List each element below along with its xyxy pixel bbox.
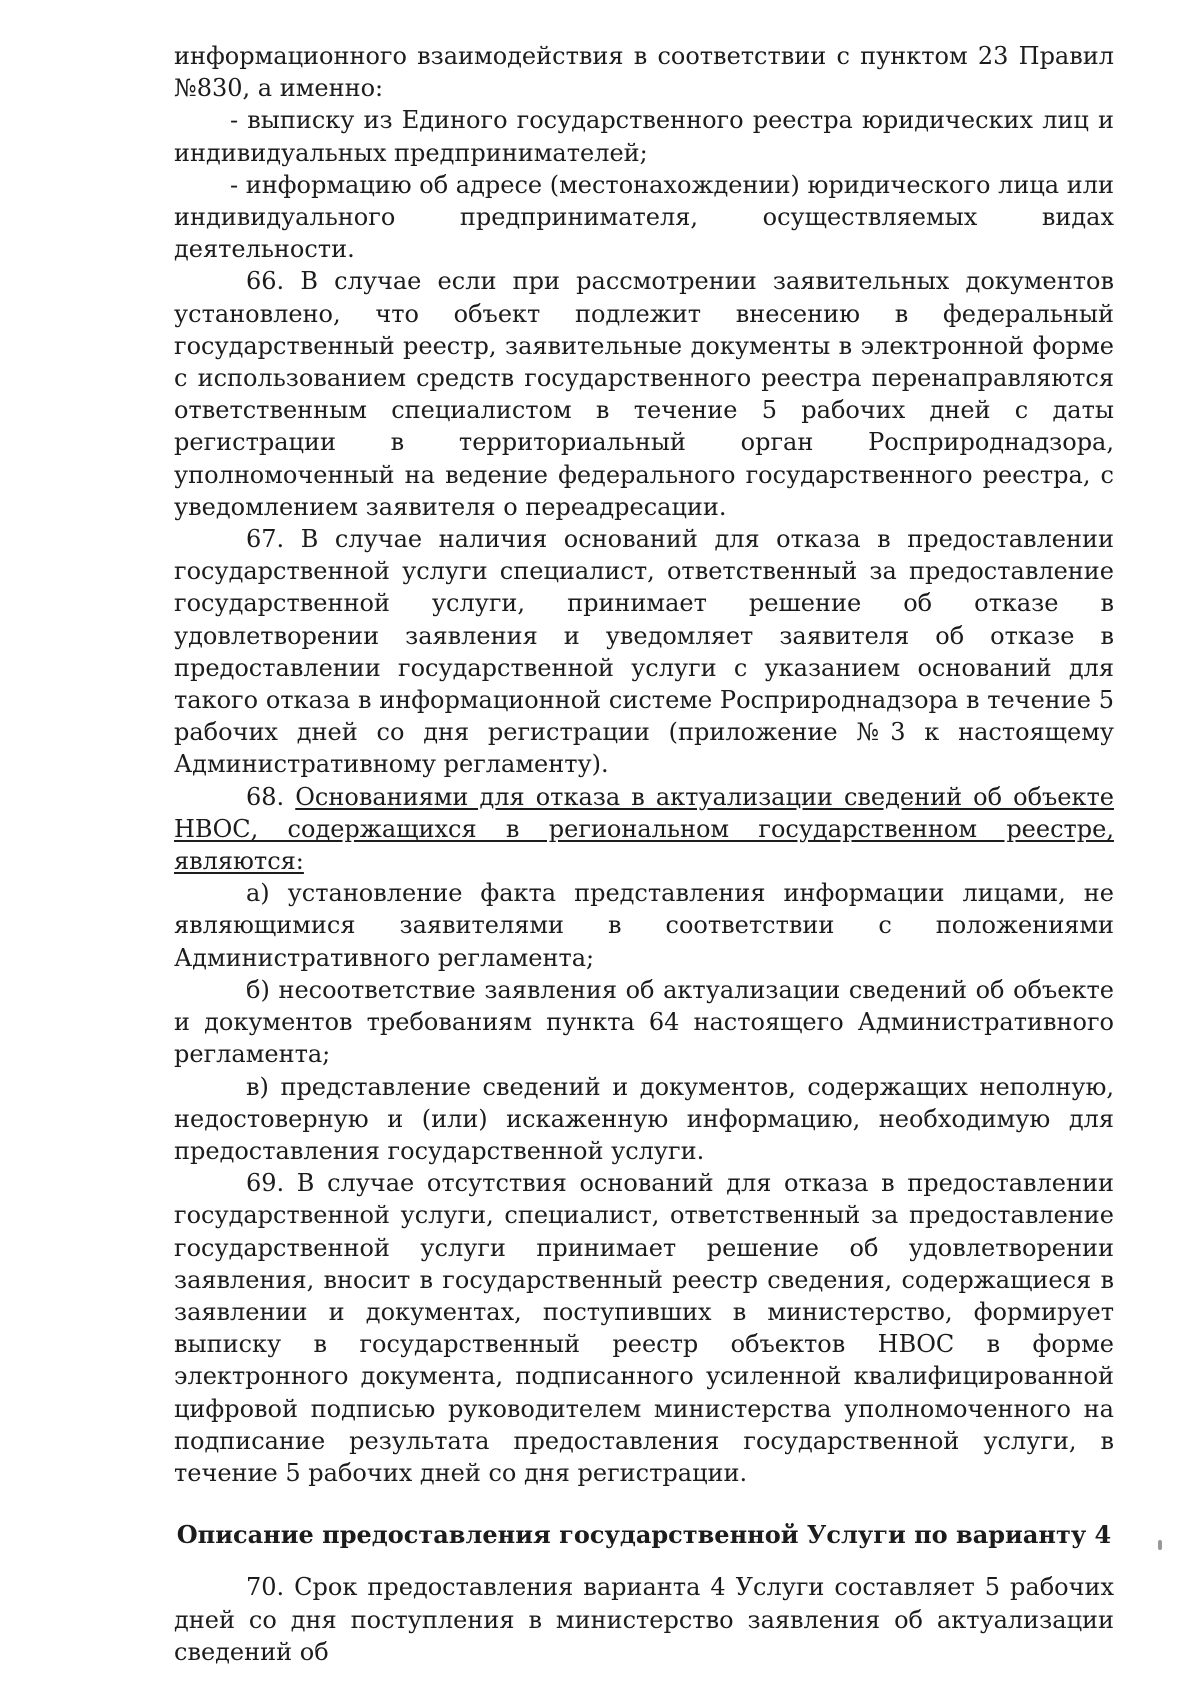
list-item-68a: а) установление факта представления информации лицами, не являющимися заявителями в соответствии с положениями Административного регламента;: [174, 879, 1114, 972]
list-item-address-info: - информацию об адресе (местонахождении) юридического лица или индивидуального предпринимателя, осуществляемых видах деятельности.: [174, 170, 1114, 264]
paragraph-70: 70. Срок предоставления варианта 4 Услуги составляет 5 рабочих дней со дня поступления в министерство заявления об актуализации сведений об: [174, 1573, 1114, 1666]
list-item-egrul-extract: - выписку из Единого государственного реестра юридических лиц и индивидуальных предпринимателей;: [174, 106, 1114, 167]
scan-speck: [1158, 1540, 1162, 1550]
list-item-68c: в) представление сведений и документов, содержащих неполную, недостоверную и (или) искаженную информацию, необходимую для предоставления государственной услуги.: [174, 1072, 1114, 1165]
paragraph-69: 69. В случае отсутствия оснований для отказа в предоставлении государственной услуги, специалист, ответственный за предоставление государственной услуги принимает решение об удовлетворении заявления, вносит в государственный реестр сведения, содержащиеся в заявлении и документах, поступивших в министерство, формирует выписку в государственный реестр объектов НВОС в форме электронного документа, подписанного усиленной квалифицированной цифровой подписью руководителем министерства уполномоченного на подписание результата предоставления государственной услуги, в течение 5 рабочих дней со дня регистрации.: [174, 1169, 1114, 1487]
paragraph-66: 66. В случае если при рассмотрении заявительных документов установлено, что объект подлежит внесению в федеральный государственный реестр, заявительные документы в электронной форме с использованием средств государственного реестра перенаправляются ответственным специалистом в течение 5 рабочих дней с даты регистрации в территориальный орган Росприроднадзора, уполномоченный на ведение федерального государственного реестра, с уведомлением заявителя о переадресации.: [174, 267, 1114, 521]
paragraph-68-number: 68.: [246, 782, 285, 811]
paragraph-67: 67. В случае наличия оснований для отказа в предоставлении государственной услуги специалист, ответственный за предоставление государственной услуги, принимает решение об отказе в удовлетворении заявления и уведомляет заявителя об отказе в предоставлении государственной услуги с указанием оснований для такого отказа в информационной системе Росприроднадзора в течение 5 рабочих дней со дня регистрации (приложение №3 к настоящему Административному регламенту).: [174, 525, 1114, 779]
paragraph-68: [174, 781, 1114, 878]
document-page: [174, 40, 1114, 1668]
list-item-68b: б) несоответствие заявления об актуализации сведений об объекте и документов требованиям пункта 64 настоящего Административного регламента;: [174, 975, 1114, 1069]
paragraph-68-heading: Основаниями для отказа в актуализации сведений об объекте НВОС, содержащихся в региональном государственном реестре, являются:: [174, 782, 1114, 876]
section-title: Описание предоставления государственной Услуги по варианту 4: [176, 1520, 1112, 1550]
intro-paragraph: информационного взаимодействия в соответствии с пунктом 23 Правил №830, а именно:: [174, 42, 1114, 103]
